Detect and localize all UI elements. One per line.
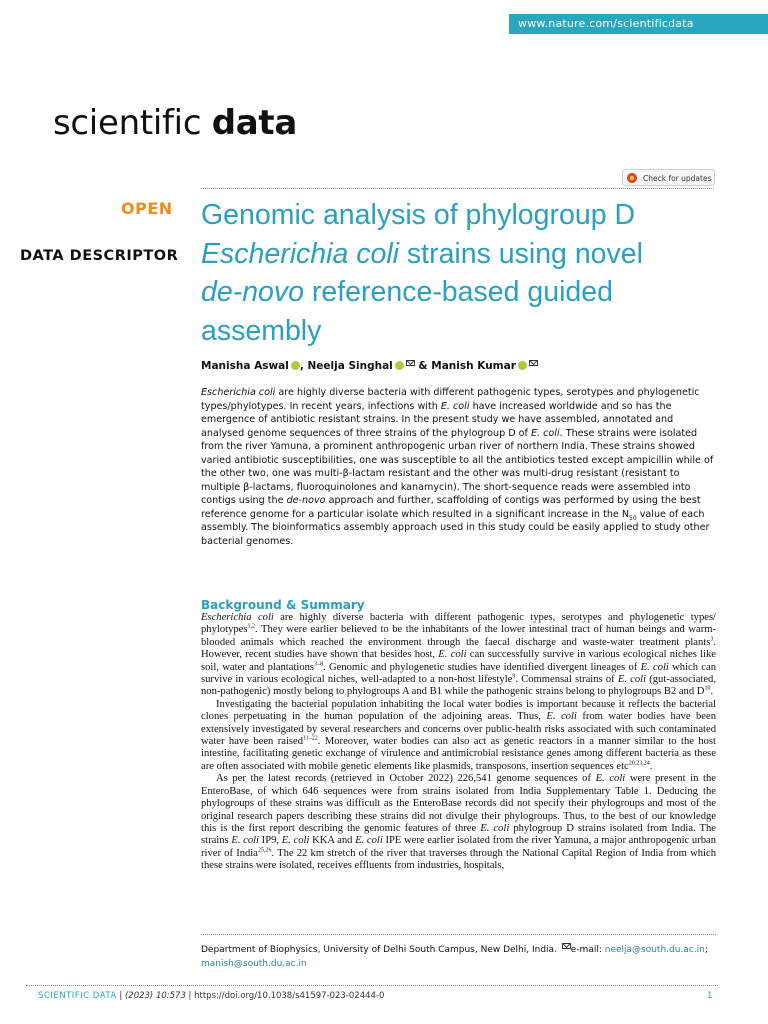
citation-link[interactable]: 10 xyxy=(704,685,711,692)
journal-brand-logo xyxy=(53,103,297,143)
affiliation-text: Department of Biophysics, University of Delhi South Campus, New Delhi, India. xyxy=(201,945,560,955)
title-species: Escherichia coli xyxy=(201,237,399,270)
body-text: which can survive in various ecological niches, well-adapted to a non-host lifestyle xyxy=(201,661,716,686)
title-line-3: reference-based guided xyxy=(304,276,613,308)
body-paragraph xyxy=(201,773,716,872)
citation-link[interactable]: 1,2 xyxy=(247,623,255,630)
footer-doi[interactable]: | https://doi.org/10.1038/s41597-023-02444-0 xyxy=(185,991,385,1001)
body-text: . They were earlier believed to be the inhabitants of the lower intestinal tract of human beings and warm-blooded animals which reached the environment through the faecal discharge and waste-water treatment plants xyxy=(201,624,716,648)
header-divider xyxy=(201,188,714,189)
article-title xyxy=(201,196,741,350)
affiliation-divider xyxy=(201,934,716,935)
crossmark-icon xyxy=(627,173,637,183)
citation-link[interactable]: 11–22 xyxy=(303,735,318,742)
italic-species: Escherichia coli xyxy=(201,387,276,398)
page-footer xyxy=(38,991,384,1001)
body-text: . xyxy=(649,760,653,772)
body-text: . Genomic and phylogenetic studies have identified divergent lineages of xyxy=(323,661,641,673)
citation-link[interactable]: 3–8 xyxy=(314,661,324,668)
body-text: were present in the EnteroBase, of which 646 sequences were from strains isolated from India Supplementary Table 1. Deducing the phylogroups of these strains was difficult as the EnteroBase records did not specify their phylogroups and most of the original research papers describing these strains did not divulge their phylogroups. Thus, to the best of our knowledge this is the first report describing the genomic features of three xyxy=(201,773,716,834)
body-text: phylogroup D strains isolated from India. The strains xyxy=(201,822,716,847)
italic-term: de-novo xyxy=(286,495,326,506)
separator: ; xyxy=(704,945,708,955)
citation-link[interactable]: 25,26 xyxy=(257,847,272,854)
body-text: KKA and xyxy=(309,835,356,847)
author-name[interactable]: Manisha Aswal xyxy=(201,360,289,372)
footer-divider xyxy=(26,985,718,986)
email-label: e-mail: xyxy=(570,945,605,955)
abstract-text: have increased worldwide and so has the emergence of antibiotic resistant strains. In the present study we have assembled, annotated and analysed genome sequences of three strains of the phylogroup D of xyxy=(201,400,674,439)
title-line-4: assembly xyxy=(201,314,322,347)
body-text: are highly diverse bacteria with different pathogenic types, serotypes and phylogenetic types/ phylotypes xyxy=(201,612,717,636)
abstract-text: . These strains were isolated from the river Yamuna, a prominent anthropogenic urban river of northern India. These strains showed varied antibiotic susceptibilities, one was susceptible to all the antibiotics tested except ampicillin while of the other two, one was multi-β-lactam resistant and the other was multi-drug resistant (resistant to multiple β-lactams, fluoroquinolones and kanamycin). The short-sequence reads were assembled into contigs using the xyxy=(201,427,714,506)
author-list xyxy=(201,360,538,372)
abstract xyxy=(201,386,716,548)
title-line-2: strains using novel xyxy=(399,237,643,270)
italic-species: E. coli xyxy=(595,773,626,785)
italic-species: E. coli xyxy=(440,400,470,412)
title-line-1: Genomic analysis of phylogroup D xyxy=(201,199,636,231)
abstract-text: value of each assembly. The bioinformatics assembly approach used in this study could be easily applied to study other bacterial genomes. xyxy=(201,508,710,547)
body-text: . xyxy=(710,686,714,698)
italic-species: E. coli xyxy=(546,711,577,723)
body-text: IP9, xyxy=(259,835,282,847)
italic-species: E. coli xyxy=(530,427,560,439)
body-text: IPE were earlier isolated from the river Yamuna, a major anthropogenic urban river of India xyxy=(201,835,717,859)
body-paragraph xyxy=(201,612,716,699)
article-type-label: DATA DESCRIPTOR xyxy=(20,248,179,264)
subscript: 50 xyxy=(629,514,637,522)
check-updates-label: Check for updates xyxy=(643,174,712,183)
body-paragraph xyxy=(201,699,716,773)
abstract-text: approach and further, scaffolding of contigs was performed by using the best reference genome for a particular isolate which resulted in a significant increase in the N xyxy=(201,495,701,520)
author-name[interactable]: , Neelja Singhal xyxy=(299,360,393,372)
italic-species: E. coli xyxy=(438,649,467,661)
orcid-icon[interactable] xyxy=(518,361,527,370)
brand-light: scientific xyxy=(53,103,202,143)
footer-separator: | xyxy=(116,991,125,1001)
italic-species: E. coli xyxy=(231,835,260,847)
citation-link[interactable]: 20,23,24 xyxy=(628,760,650,767)
article-body xyxy=(201,612,716,873)
footer-journal: SCIENTIFIC DATA xyxy=(38,991,117,1001)
open-access-label: OPEN xyxy=(121,199,173,218)
body-text: (gut-associated, non-pathogenic) mostly belong to phylogroups A and B1 while the pathogenic strains belong to phylogroups B2 and D xyxy=(201,674,717,698)
section-heading: Background & Summary xyxy=(201,598,365,612)
brand-bold: data xyxy=(211,103,298,143)
title-method: de-novo xyxy=(201,276,304,308)
body-text: from water bodies have been extensively investigated by several researchers and concerns over public-health risks associated with such contaminated water have been raised xyxy=(201,711,716,748)
check-for-updates-button[interactable] xyxy=(622,169,715,186)
italic-species: E. coli xyxy=(281,835,310,847)
journal-url[interactable]: www.nature.com/scientificdata xyxy=(509,14,768,34)
author-name[interactable]: & Manish Kumar xyxy=(414,360,516,372)
orcid-icon[interactable] xyxy=(291,361,300,370)
abstract-text: are highly diverse bacteria with different pathogenic types, serotypes and phylogenetic types/phylotypes. In recent years, infections with xyxy=(201,387,700,412)
body-text: As per the latest records (retrieved in October 2022) 226,541 genome sequences of xyxy=(216,773,596,785)
italic-species: E. coli xyxy=(617,674,647,686)
footer-citation: (2023) 10:573 xyxy=(124,991,186,1001)
citation-link[interactable]: 9 xyxy=(512,673,516,680)
email-link[interactable]: neelja@south.du.ac.in xyxy=(604,945,705,955)
italic-species: E. coli xyxy=(355,835,383,847)
orcid-icon[interactable] xyxy=(395,361,404,370)
email-icon[interactable] xyxy=(406,360,415,366)
email-icon xyxy=(562,943,571,949)
email-link[interactable]: manish@south.du.ac.in xyxy=(201,958,307,969)
citation-link[interactable]: 3 xyxy=(710,636,714,643)
abstract-paragraph xyxy=(201,386,716,548)
italic-species: E. coli xyxy=(480,822,510,834)
body-text: Investigating the bacterial population inhabiting the local water bodies is important because it reflects the bacterial clones perpetuating in the human population of the adjoining areas. Thus, xyxy=(201,698,716,723)
body-text: . Moreover, water bodies can also act as genetic reactors in a manner similar to the host intestine, facilitating genetic exchange of virulence and antimicrobial resistance genes among different bacteria as these are often associated with mobile genetic elements like plasmids, transposons, insertion sequences etc xyxy=(201,736,716,772)
italic-species: Escherichia coli xyxy=(201,612,274,623)
body-text: . Commensal strains of xyxy=(515,674,618,686)
body-text: . However, recent studies have shown that besides host, xyxy=(201,636,716,661)
email-icon[interactable] xyxy=(529,360,538,366)
body-text: can successfully survive in various ecological niches like soil, water and plantations xyxy=(201,649,716,673)
italic-species: E. coli xyxy=(640,661,669,673)
body-text: . The 22 km stretch of the river that traverses through the National Capital Region of India from which these strains were isolated, receives effluents from industries, hospitals, xyxy=(201,847,717,872)
affiliation xyxy=(201,943,721,971)
page-number: 1 xyxy=(707,991,713,1001)
